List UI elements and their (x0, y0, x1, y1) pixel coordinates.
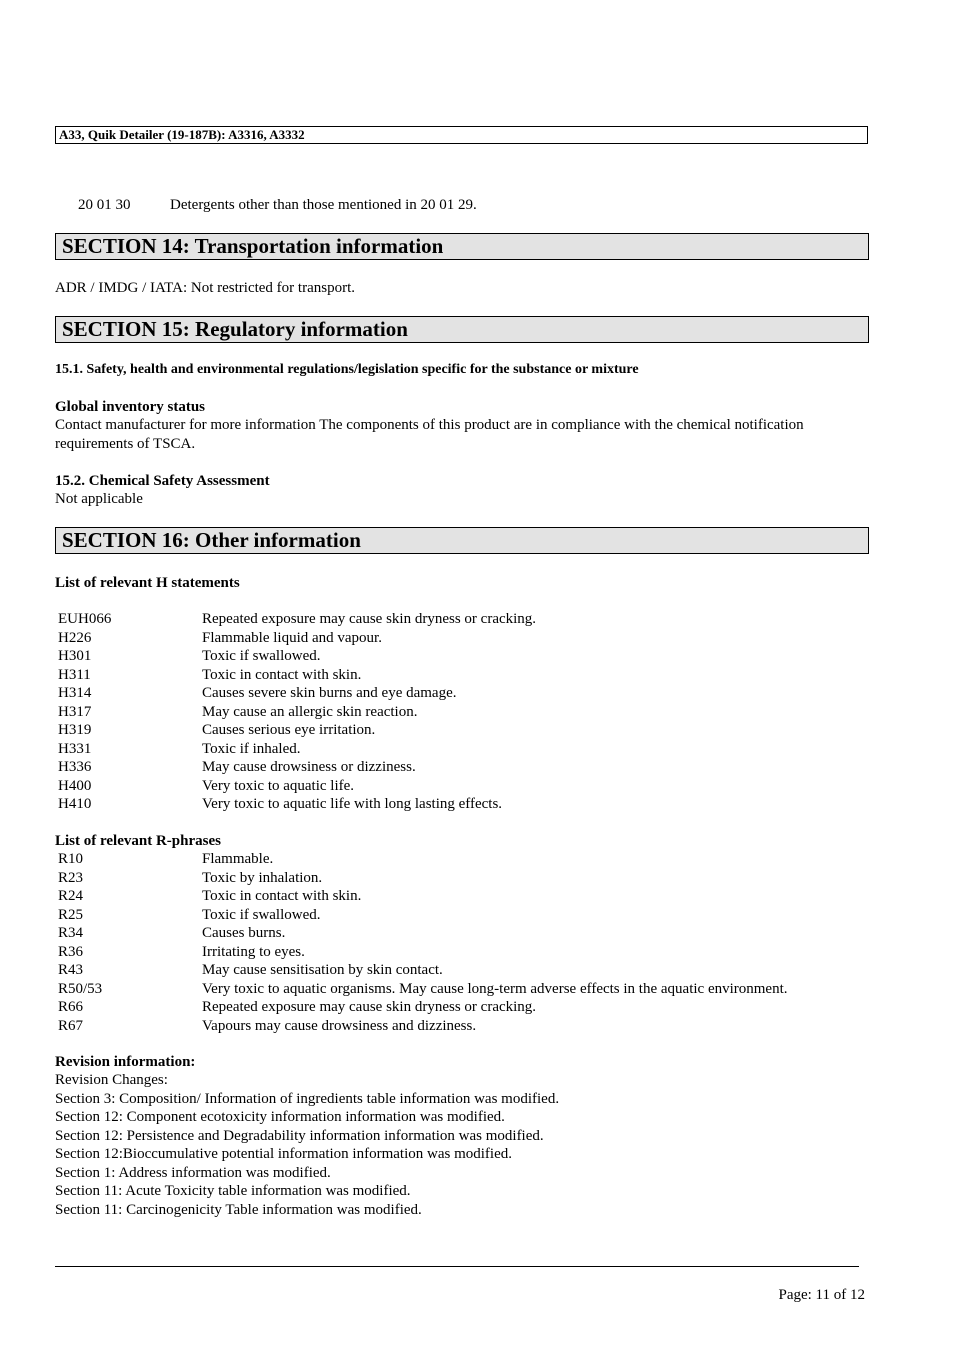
r-phrases-list (0, 850, 954, 1035)
list-item: R25 Toxic if swallowed. (58, 906, 321, 923)
global-inventory-text-line-2: requirements of TSCA. (55, 436, 196, 452)
section-15-1-subheading: 15.1. Safety, health and environmental regulations/legislation specific for the substance or mixture (55, 362, 639, 377)
list-item: Section 3: Composition/ Information of ingredients table information was modified. (55, 1090, 560, 1107)
document-header-product-title: A33, Quik Detailer (19-187B): A3316, A3332 (55, 126, 868, 144)
list-item: R36 Irritating to eyes. (58, 943, 305, 960)
list-item: Section 1: Address information was modified. (55, 1164, 331, 1181)
list-item: R66 Repeated exposure may cause skin dryness or cracking. (58, 999, 537, 1015)
list-item: H317 May cause an allergic skin reaction. (58, 703, 418, 720)
list-item: Revision Changes: (55, 1072, 168, 1088)
global-inventory-label: Global inventory status (55, 399, 206, 415)
transport-status-text: ADR / IMDG / IATA: Not restricted for transport. (55, 280, 355, 296)
list-item: R34 Causes burns. (58, 925, 286, 941)
chemical-safety-assessment-text: Not applicable (55, 491, 143, 507)
list-item: H331 Toxic if inhaled. (58, 740, 301, 757)
revision-information-label: Revision information: (55, 1054, 196, 1070)
list-item: Section 11: Carcinogenicity Table information was modified. (55, 1201, 422, 1218)
page-number: Page: 11 of 12 (778, 1287, 865, 1303)
list-item: H319 Causes serious eye irritation. (58, 722, 376, 738)
list-item: Section 12: Persistence and Degradability information information was modified. (55, 1127, 544, 1144)
h-statements-list (0, 610, 954, 814)
list-item: R24 Toxic in contact with skin. (58, 888, 362, 904)
list-item: R50/53 Very toxic to aquatic organisms. May cause long-term adverse effects in the aquatic environment. (58, 980, 788, 997)
list-item: R67 Vapours may cause drowsiness and dizziness. (58, 1017, 477, 1034)
list-item: R10 Flammable. (58, 851, 274, 867)
list-item: H336 May cause drowsiness or dizziness. (58, 759, 416, 775)
section-14-heading: SECTION 14: Transportation information (55, 233, 869, 260)
h-statements-label: List of relevant H statements (55, 575, 240, 591)
list-item: Section 11: Acute Toxicity table information was modified. (55, 1183, 411, 1199)
waste-code: 20 01 30 (78, 197, 131, 213)
waste-description: Detergents other than those mentioned in 20 01 29. (170, 197, 477, 213)
global-inventory-text-line-1: Contact manufacturer for more information The components of this product are in compliance with the chemical notification (55, 417, 804, 433)
footer-divider (55, 1266, 859, 1267)
list-item: H226 Flammable liquid and vapour. (58, 629, 382, 646)
list-item: H400 Very toxic to aquatic life. (58, 777, 355, 794)
list-item: Section 12:Bioccumulative potential information information was modified. (55, 1146, 512, 1162)
revision-changes-list (55, 1071, 559, 1219)
list-item: H311 Toxic in contact with skin. (58, 666, 362, 683)
r-phrases-label: List of relevant R-phrases (55, 833, 221, 849)
section-16-heading: SECTION 16: Other information (55, 527, 869, 554)
list-item: H410 Very toxic to aquatic life with long lasting effects. (58, 796, 503, 812)
section-15-heading: SECTION 15: Regulatory information (55, 316, 869, 343)
section-15-2-subheading: 15.2. Chemical Safety Assessment (55, 473, 270, 489)
list-item: EUH066 Repeated exposure may cause skin dryness or cracking. (58, 611, 537, 627)
list-item: R23 Toxic by inhalation. (58, 869, 323, 886)
list-item: Section 12: Component ecotoxicity information information was modified. (55, 1109, 505, 1125)
list-item: R43 May cause sensitisation by skin contact. (58, 962, 443, 978)
list-item: H301 Toxic if swallowed. (58, 648, 321, 664)
list-item: H314 Causes severe skin burns and eye damage. (58, 685, 457, 701)
